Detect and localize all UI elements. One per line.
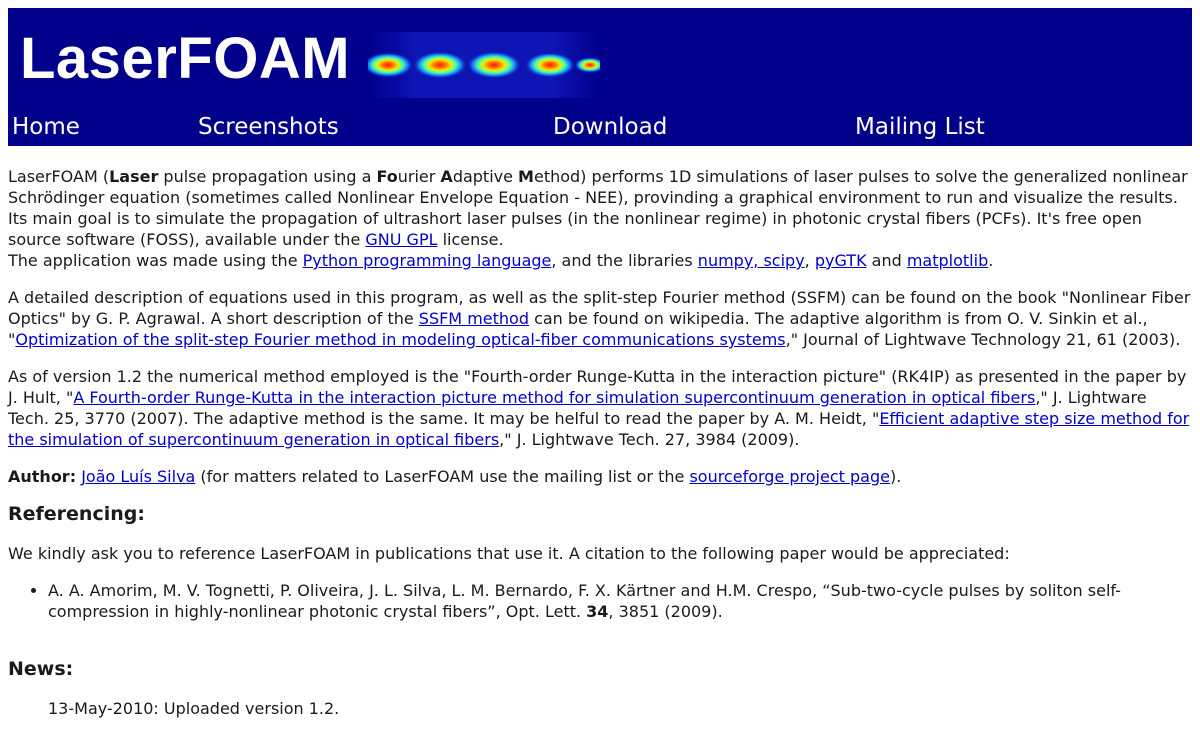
- rk4ip-paragraph: [8, 366, 1192, 450]
- news-item: 13-May-2010: Uploaded version 1.2.: [48, 698, 340, 718]
- paragraph-text: (for matters related to LaserFOAM use the mailing list or the: [195, 467, 690, 486]
- paragraph-text: As of version 1.2 the numerical method employed is the "Fourth-order Runge-Kutta in the interaction picture" (RK4IP) as presented in the paper by J. Hult, ": [8, 367, 1187, 407]
- referencing-heading: Referencing:: [8, 503, 145, 525]
- intro-text: pulse propagation using a: [158, 167, 377, 186]
- intro-text: LaserFOAM (: [8, 167, 110, 186]
- citation-text: , 3851 (2009).: [608, 601, 723, 621]
- paragraph-text: ).: [889, 467, 902, 486]
- ssfm-method-link[interactable]: SSFM method: [418, 309, 529, 328]
- intro-text: .: [988, 251, 994, 270]
- acronym-letter: Laser: [109, 167, 159, 186]
- paragraph-text: can be found on wikipedia. The adaptive algorithm is from O. V. Sinkin et al., ": [8, 309, 1148, 349]
- gnu-gpl-link[interactable]: GNU GPL: [365, 230, 438, 249]
- nav-screenshots-link[interactable]: Screenshots: [198, 114, 339, 140]
- nav-home-link[interactable]: Home: [12, 114, 80, 140]
- sinkin-paper-link[interactable]: Optimization of the split-step Fourier method in modeling optical-fiber communications systems: [15, 330, 786, 349]
- acronym-letter: M: [518, 167, 534, 186]
- numpy-scipy-link[interactable]: numpy, scipy: [697, 251, 805, 270]
- heidt-paper-link[interactable]: Efficient adaptive step size method for the simulation of supercontinuum generation in optical fibers: [8, 409, 1190, 449]
- citation-text: A. A. Amorim, M. V. Tognetti, P. Oliveira, J. L. Silva, L. M. Bernardo, F. X. Kärtner and H.M. Crespo, “Sub-two-cycle pulses by soliton self-compression in highly-nonlinear photonic crystal fibers”, Opt. Lett.: [48, 580, 1121, 621]
- author-paragraph: [8, 466, 1192, 487]
- paragraph-text: ," J. Lightwave Tech. 27, 3984 (2009).: [499, 430, 800, 449]
- acronym-letter: A: [440, 167, 453, 186]
- hult-paper-link[interactable]: A Fourth-order Runge-Kutta in the interaction picture method for simulation supercontinuum generation in optical fibers: [73, 388, 1036, 407]
- intro-paragraph: [8, 166, 1192, 271]
- acronym-letter: Fo: [376, 167, 398, 186]
- sourceforge-link[interactable]: sourceforge project page: [689, 467, 890, 486]
- referencing-text: We kindly ask you to reference LaserFOAM in publications that use it. A citation to the following paper would be appreciated:: [8, 543, 1010, 563]
- main-content: [8, 166, 1192, 719]
- nav-download-link[interactable]: Download: [553, 114, 668, 140]
- matplotlib-link[interactable]: matplotlib: [906, 251, 989, 270]
- paragraph-text: ," Journal of Lightwave Technology 21, 61 (2003).: [785, 330, 1181, 349]
- citation-list: [8, 580, 1192, 622]
- paragraph-text: A detailed description of equations used in this program, as well as the split-step Fourier method (SSFM) can be found on the book "Nonlinear Fiber Optics" by G. P. Agrawal. A short description of the: [8, 288, 1191, 328]
- site-header: [8, 8, 1192, 146]
- intro-text: urier: [397, 167, 441, 186]
- pygtk-link[interactable]: pyGTK: [814, 251, 867, 270]
- news-heading: News:: [8, 657, 74, 680]
- author-label: Author:: [8, 467, 77, 486]
- nav-mailing-list-link[interactable]: Mailing List: [855, 114, 985, 140]
- intro-text: ethod) performs 1D simulations of laser pulses to solve the generalized nonlinear Schrödinger equation (sometimes called Nonlinear Envelope Equation - NEE), provinding a graphical environment to run and visualize the results. Its main goal is to simulate the propagation of ultrashort laser pulses (in the nonlinear regime) in photonic crystal fibers (PCFs). It's free open source software (FOSS), available under the: [8, 167, 1188, 249]
- intro-text: license.: [437, 230, 504, 249]
- intro-text: ,: [804, 251, 815, 270]
- ssfm-paragraph: [8, 287, 1192, 350]
- paragraph-text: ," J. Lightware Tech. 25, 3770 (2007). The adaptive method is the same. It may be helful to read the paper by A. M. Heidt, ": [8, 388, 1147, 428]
- laser-pulse-beam-icon: [368, 26, 600, 104]
- citation-volume: 34: [586, 601, 609, 621]
- intro-text: The application was made using the: [8, 251, 303, 270]
- intro-text: and: [866, 251, 907, 270]
- author-name-link[interactable]: João Luís Silva: [81, 467, 196, 486]
- python-link[interactable]: Python programming language: [302, 251, 552, 270]
- intro-text: daptive: [452, 167, 519, 186]
- intro-text: , and the libraries: [551, 251, 698, 270]
- citation-item: [48, 580, 1192, 622]
- site-logo: LaserFOAM: [20, 26, 351, 91]
